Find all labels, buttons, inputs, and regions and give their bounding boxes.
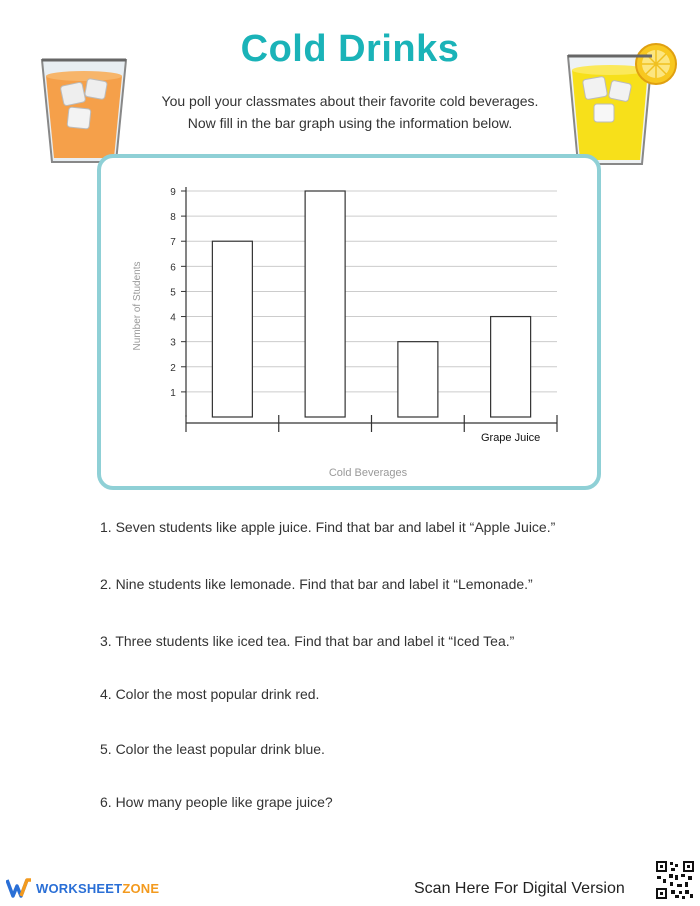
x-category-label: Grape Juice xyxy=(480,432,541,444)
question-6: 6. How many people like grape juice? xyxy=(100,794,333,810)
question-2: 2. Nine students like lemonade. Find that bar and label it “Lemonade.” xyxy=(100,576,533,592)
y-tick-label: 2 xyxy=(170,362,176,374)
question-1: 1. Seven students like apple juice. Find that bar and label it “Apple Juice.” xyxy=(100,519,556,535)
logo-text-part2: ZONE xyxy=(122,880,160,896)
bar-chart xyxy=(101,158,597,486)
qr-code-icon[interactable] xyxy=(655,860,695,900)
y-tick-label: 3 xyxy=(170,337,176,349)
intro-line-2: Now fill in the bar graph using the information below. xyxy=(187,115,513,131)
question-5: 5. Color the least popular drink blue. xyxy=(100,741,325,757)
y-tick-label: 7 xyxy=(170,237,176,249)
logo-text xyxy=(36,881,159,896)
scan-text: Scan Here For Digital Version xyxy=(414,880,625,897)
y-tick-label: 1 xyxy=(170,387,176,399)
page-title: Cold Drinks xyxy=(240,28,460,70)
y-tick-label: 4 xyxy=(170,312,176,324)
worksheetzone-logo-icon xyxy=(6,878,32,898)
question-3: 3. Three students like iced tea. Find that bar and label it “Iced Tea.” xyxy=(100,633,515,649)
intro-line-1: You poll your classmates about their favorite cold beverages. xyxy=(161,93,539,109)
y-tick-label: 8 xyxy=(170,212,176,224)
bar xyxy=(491,317,531,417)
orange-juice-glass-icon xyxy=(38,50,130,168)
bar xyxy=(212,241,252,417)
y-tick-label: 9 xyxy=(170,187,176,198)
bar xyxy=(398,342,438,417)
y-tick-label: 5 xyxy=(170,287,176,299)
x-axis-label: Cold Beverages xyxy=(328,467,408,479)
y-tick-label: 6 xyxy=(170,262,176,274)
lemonade-glass-icon xyxy=(560,42,678,172)
bar xyxy=(305,191,345,417)
worksheetzone-logo[interactable] xyxy=(6,878,159,898)
question-4: 4. Color the most popular drink red. xyxy=(100,686,320,702)
y-axis-label: Number of Students xyxy=(132,261,143,351)
logo-text-part1: WORKSHEET xyxy=(36,880,123,896)
chart-frame xyxy=(97,154,601,490)
